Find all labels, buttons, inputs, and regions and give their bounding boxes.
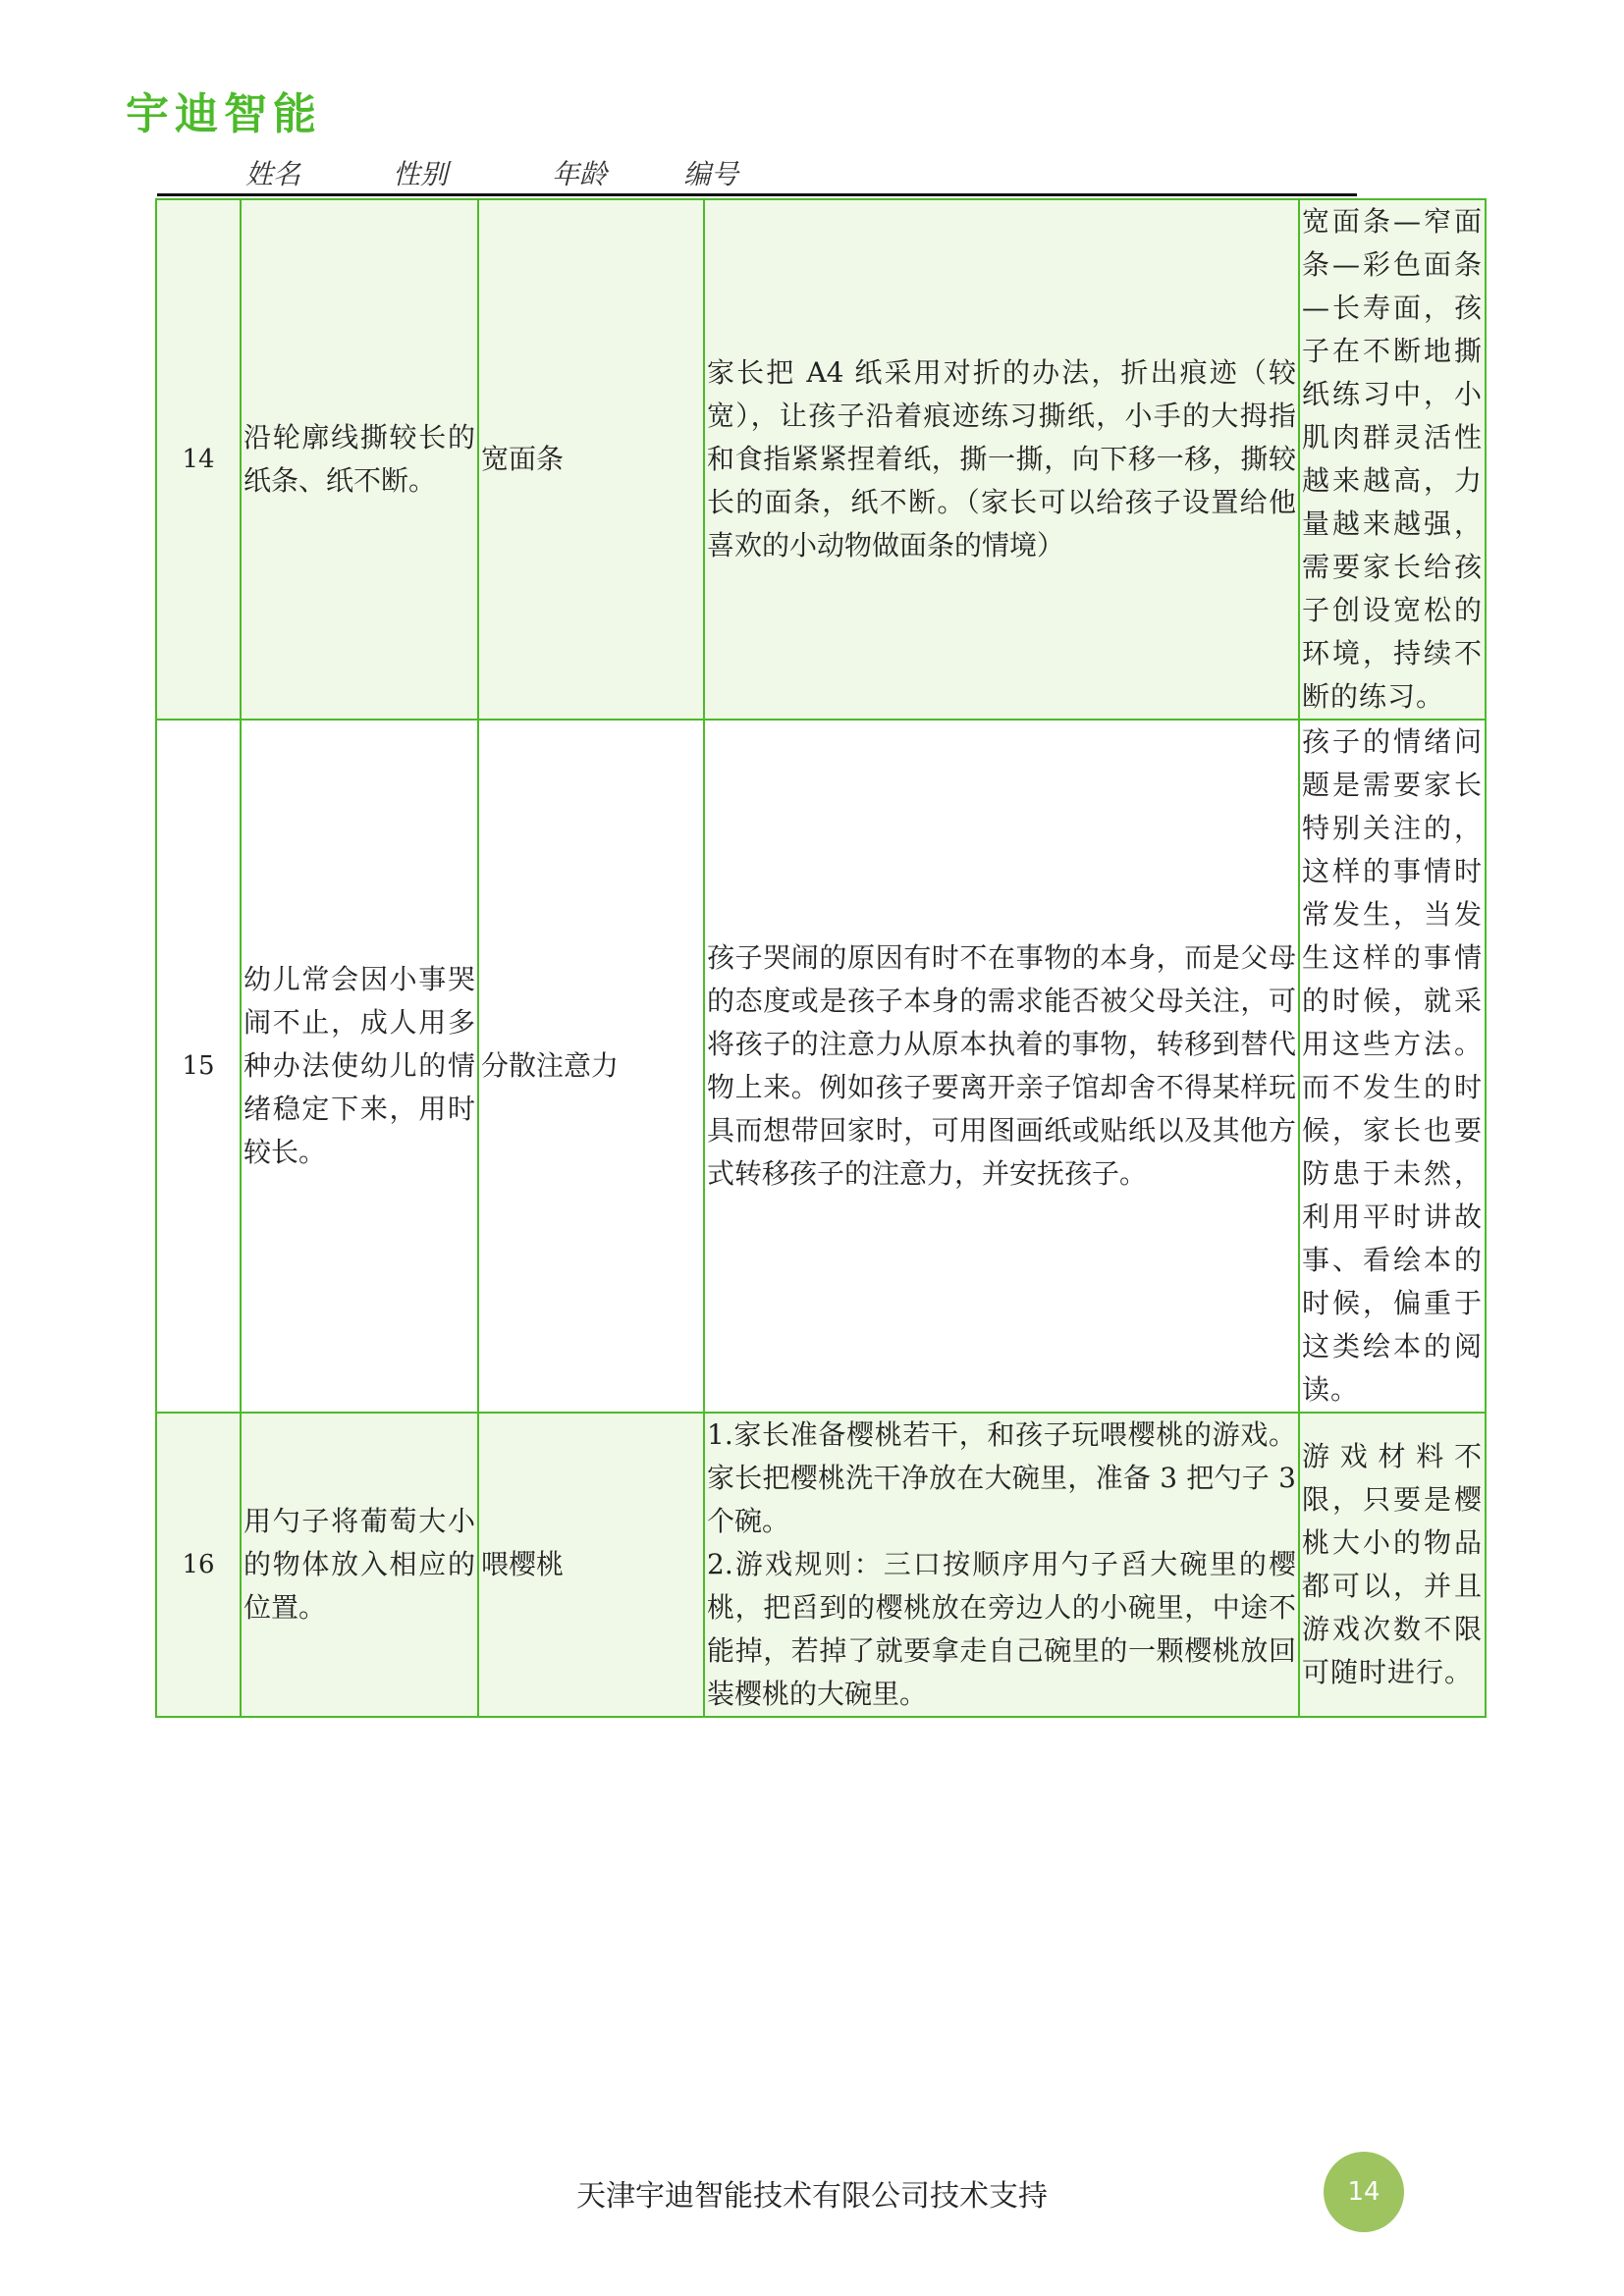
field-gender-label: 性别 [393, 158, 449, 190]
page-number-badge: 14 [1324, 2152, 1404, 2232]
row-method [704, 1413, 1299, 1717]
field-id-label: 编号 [683, 158, 739, 190]
row-method [704, 720, 1299, 1413]
row-note: 孩子的情绪问题是需要家长特别关注的，这样的事情时常发生，当发生这样的事情的时候，就采用这些方法。而不发生的时候，家长也要防患于未然，利用平时讲故事、看绘本的时候，偏重于这类绘本的阅读。 [1299, 720, 1486, 1413]
student-info-fields [245, 153, 1355, 194]
table-row [156, 1413, 1486, 1717]
row-number: 14 [156, 199, 241, 720]
method-paragraph: 孩子哭闹的原因有时不在事物的本身，而是父母的态度或是孩子本身的需求能否被父母关注，可将孩子的注意力从原本执着的事物，转移到替代物上来。例如孩子要离开亲子馆却舍不得某样玩具而想带回家时，可用图画纸或贴纸以及其他方式转移孩子的注意力，并安抚孩子。 [707, 941, 1296, 1190]
row-number: 16 [156, 1413, 241, 1717]
row-note: 游戏材料不限，只要是樱桃大小的物品都可以，并且游戏次数不限可随时进行。 [1299, 1413, 1486, 1717]
row-activity: 分散注意力 [478, 720, 704, 1413]
row-goal: 用勺子将葡萄大小的物体放入相应的位置。 [241, 1413, 478, 1717]
footer-credit: 天津宇迪智能技术有限公司技术支持 [576, 2179, 1048, 2214]
table-row [156, 720, 1486, 1413]
method-step-1: 1.家长准备樱桃若干，和孩子玩喂樱桃的游戏。家长把樱桃洗干净放在大碗里，准备 3 把勺子 3 个碗。 [707, 1418, 1296, 1537]
row-method [704, 199, 1299, 720]
row-number: 15 [156, 720, 241, 1413]
row-activity: 宽面条 [478, 199, 704, 720]
method-paragraph: 家长把 A4 纸采用对折的办法，折出痕迹（较宽），让孩子沿着痕迹练习撕纸，小手的大拇指和食指紧紧捏着纸，撕一撕，向下移一移，撕较长的面条，纸不断。（家长可以给孩子设置给他喜欢的小动物做面条的情境） [707, 356, 1296, 561]
company-logo: 宇迪智能 [126, 89, 322, 139]
row-note: 宽面条—窄面条—彩色面条—长寿面，孩子在不断地撕纸练习中，小肌肉群灵活性越来越高，力量越来越强，需要家长给孩子创设宽松的环境，持续不断的练习。 [1299, 199, 1486, 720]
method-step-2: 2.游戏规则：三口按顺序用勺子舀大碗里的樱桃，把舀到的樱桃放在旁边人的小碗里，中途不能掉，若掉了就要拿走自己碗里的一颗樱桃放回装樱桃的大碗里。 [707, 1548, 1296, 1710]
row-goal: 沿轮廓线撕较长的纸条、纸不断。 [241, 199, 478, 720]
field-age-label: 年龄 [552, 158, 608, 190]
row-activity: 喂樱桃 [478, 1413, 704, 1717]
header-underline [157, 193, 1357, 196]
field-name-label: 姓名 [245, 158, 301, 190]
row-goal: 幼儿常会因小事哭闹不止，成人用多种办法使幼儿的情绪稳定下来，用时较长。 [241, 720, 478, 1413]
table-row [156, 199, 1486, 720]
activity-table [155, 198, 1487, 1718]
